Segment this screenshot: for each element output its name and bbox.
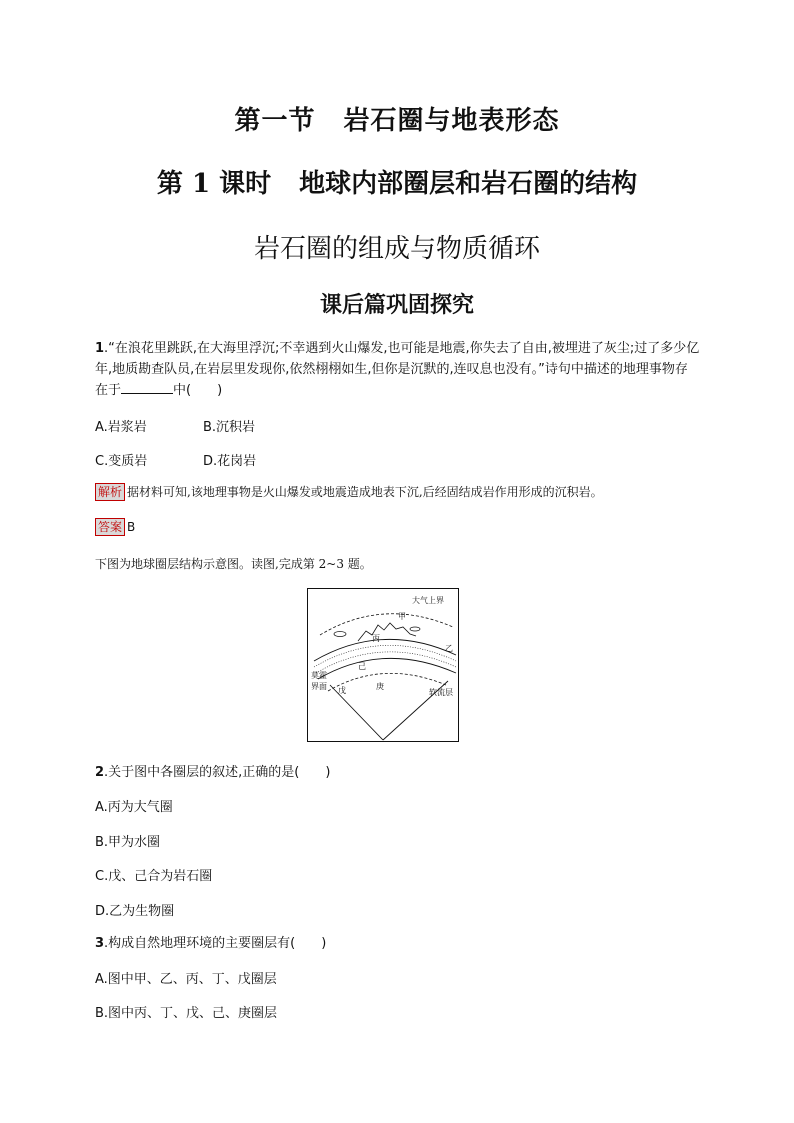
q2-option-d: D.乙为生物圈 bbox=[95, 904, 175, 919]
label-ji: 己 bbox=[358, 662, 366, 671]
question-text: .“在浪花里跳跃,在大海里浮沉;不幸遇到火山爆发,也可能是地震,你失去了自由,被埋进了灰尘;过了多少亿年,地质勘查队员,在岩层里发现你,依然栩栩如生,但你是沉默的,连叹息也没有。”诗句中描述的地理事物存在于 bbox=[95, 341, 700, 398]
figure-intro: 下图为地球圈层结构示意图。读图,完成第 2~3 题。 bbox=[95, 557, 372, 571]
answer-text: B bbox=[127, 520, 136, 534]
analysis-tag: 解析 bbox=[95, 483, 125, 501]
question-2 bbox=[95, 762, 700, 783]
q1-analysis bbox=[95, 483, 715, 501]
label-geng: 庚 bbox=[376, 682, 384, 691]
section-number: 第一节 bbox=[234, 106, 316, 136]
question-text-tail: 中( ) bbox=[173, 383, 223, 398]
mountain-outline bbox=[358, 623, 416, 641]
label-moho-1: 莫霍 bbox=[311, 671, 327, 680]
cloud-shape bbox=[410, 627, 420, 631]
q2-option-c: C.戊、己合为岩石圈 bbox=[95, 869, 213, 884]
label-wu: 戊 bbox=[338, 686, 346, 695]
earth-layers-figure bbox=[307, 588, 459, 742]
lesson-title bbox=[0, 163, 794, 200]
label-bing: 丙 bbox=[372, 634, 380, 643]
earth-layers-diagram bbox=[308, 589, 458, 741]
section-name: 岩石圈与地表形态 bbox=[343, 106, 560, 136]
moho-line bbox=[318, 658, 456, 679]
question-number: 2 bbox=[95, 765, 105, 780]
label-atmosphere-top: 大气上界 bbox=[412, 596, 444, 605]
lesson-name: 地球内部圈层和岩石圈的结构 bbox=[299, 169, 638, 199]
question-text: .关于图中各圈层的叙述,正确的是( ) bbox=[104, 765, 331, 780]
answer-tag: 答案 bbox=[95, 518, 125, 536]
label-asthenosphere: 软流层 bbox=[429, 688, 453, 697]
label-moho-2: 界面 bbox=[311, 682, 327, 691]
label-jia: 甲 bbox=[398, 612, 406, 621]
answer-blank bbox=[121, 380, 173, 394]
crust-surface-line bbox=[314, 639, 456, 661]
q3-option-b: B.图中丙、丁、戊、己、庚圈层 bbox=[95, 1006, 278, 1021]
question-number: 3 bbox=[95, 936, 105, 951]
cloud-shape bbox=[334, 632, 346, 637]
question-3 bbox=[95, 933, 700, 954]
sediment-band-line bbox=[314, 645, 456, 667]
q1-option-b: B.沉积岩 bbox=[203, 420, 256, 435]
lesson-number: 第 1 课时 bbox=[156, 169, 272, 199]
q2-option-b: B.甲为水圈 bbox=[95, 835, 161, 850]
q1-option-c: C.变质岩 bbox=[95, 454, 148, 469]
section-title bbox=[0, 100, 794, 137]
analysis-text: 据材料可知,该地理事物是火山爆发或地震造成地表下沉,后经固结成岩作用形成的沉积岩。 bbox=[127, 485, 603, 499]
label-yi: 乙 bbox=[445, 644, 453, 653]
q1-option-a: A.岩浆岩 bbox=[95, 420, 147, 435]
part-title: 课后篇巩固探究 bbox=[319, 292, 474, 318]
question-number: 1 bbox=[95, 341, 105, 356]
subtitle: 岩石圈的组成与物质循环 bbox=[253, 234, 540, 264]
q1-option-d: D.花岗岩 bbox=[203, 454, 257, 469]
q2-option-a: A.丙为大气圈 bbox=[95, 800, 173, 815]
q1-answer bbox=[95, 518, 135, 536]
question-1 bbox=[95, 338, 700, 401]
question-text: .构成自然地理环境的主要圈层有( ) bbox=[104, 936, 327, 951]
q3-option-a: A.图中甲、乙、丙、丁、戊圈层 bbox=[95, 972, 277, 987]
